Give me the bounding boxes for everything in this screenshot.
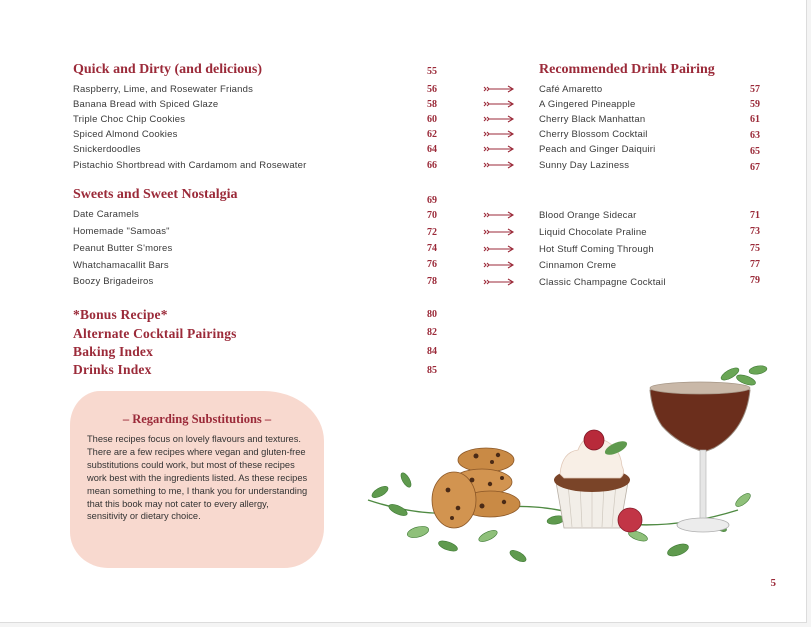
drink-item[interactable]: Cinnamon Creme bbox=[539, 260, 617, 271]
recipe-item[interactable]: Boozy Brigadeiros bbox=[73, 276, 154, 287]
drink-item[interactable]: Blood Orange Sidecar bbox=[539, 210, 637, 221]
bonus-recipe-link[interactable]: *Bonus Recipe* bbox=[73, 307, 168, 322]
recipe-item[interactable]: Whatchamacallit Bars bbox=[73, 260, 169, 271]
extra-page-number: 80 bbox=[427, 309, 437, 320]
arrow-right-icon bbox=[483, 100, 515, 108]
drink-item[interactable]: Cherry Black Manhattan bbox=[539, 114, 646, 125]
baking-index-link[interactable]: Baking Index bbox=[73, 344, 154, 359]
drink-page-number: 63 bbox=[750, 130, 760, 141]
arrow-right-icon bbox=[483, 145, 515, 153]
section-page-number: 55 bbox=[427, 66, 437, 77]
recipe-page-number: 76 bbox=[427, 259, 437, 270]
drink-item[interactable]: Cherry Blossom Cocktail bbox=[539, 129, 648, 140]
recipe-page-number: 58 bbox=[427, 99, 437, 110]
drink-item[interactable]: Café Amaretto bbox=[539, 84, 603, 95]
arrow-right-icon bbox=[483, 245, 515, 253]
recipe-item[interactable]: Date Caramels bbox=[73, 209, 139, 220]
substitutions-box bbox=[70, 391, 324, 568]
drink-page-number: 59 bbox=[750, 99, 760, 110]
dessert-and-cocktail-illustration bbox=[358, 360, 778, 575]
drink-page-number: 57 bbox=[750, 84, 760, 95]
drink-page-number: 75 bbox=[750, 243, 760, 254]
arrow-right-icon bbox=[483, 228, 515, 236]
recipe-page-number: 74 bbox=[427, 243, 437, 254]
drink-page-number: 67 bbox=[750, 162, 760, 173]
recipe-item[interactable]: Raspberry, Lime, and Rosewater Friands bbox=[73, 84, 254, 95]
recipe-page-number: 72 bbox=[427, 227, 437, 238]
extra-page-number: 82 bbox=[427, 327, 437, 338]
drink-item[interactable]: A Gingered Pineapple bbox=[539, 99, 636, 110]
substitutions-title: – Regarding Substitutions – bbox=[122, 412, 272, 426]
recipe-item[interactable]: Triple Choc Chip Cookies bbox=[73, 114, 186, 125]
recipe-page-number: 70 bbox=[427, 210, 437, 221]
drink-page-number: 77 bbox=[750, 259, 760, 270]
drink-item[interactable]: Peach and Ginger Daiquiri bbox=[539, 144, 656, 155]
recipe-item[interactable]: Spiced Almond Cookies bbox=[73, 129, 178, 140]
recipe-item[interactable]: Peanut Butter S'mores bbox=[73, 243, 173, 254]
section-title-sweets: Sweets and Sweet Nostalgia bbox=[73, 187, 238, 202]
recipe-page-number: 66 bbox=[427, 160, 437, 171]
extra-page-number: 85 bbox=[427, 365, 437, 376]
recipe-page-number: 78 bbox=[427, 276, 437, 287]
recipe-item[interactable]: Banana Bread with Spiced Glaze bbox=[73, 99, 219, 110]
extra-page-number: 84 bbox=[427, 346, 437, 357]
drink-page-number: 73 bbox=[750, 226, 760, 237]
drinks-index-link[interactable]: Drinks Index bbox=[73, 362, 152, 377]
drink-item[interactable]: Classic Champagne Cocktail bbox=[539, 277, 666, 288]
recipe-page-number: 56 bbox=[427, 84, 437, 95]
drink-page-number: 71 bbox=[750, 210, 760, 221]
recipe-page-number: 64 bbox=[427, 144, 437, 155]
recipe-item[interactable]: Homemade "Samoas" bbox=[73, 226, 170, 237]
cupcake bbox=[554, 430, 630, 528]
drink-item[interactable]: Hot Stuff Coming Through bbox=[539, 244, 654, 255]
recipe-page-number: 62 bbox=[427, 129, 437, 140]
section-title-drink-pairing: Recommended Drink Pairing bbox=[539, 62, 715, 77]
raspberry bbox=[618, 508, 642, 532]
section-title-quick-and-dirty: Quick and Dirty (and delicious) bbox=[73, 62, 263, 77]
page-number: 5 bbox=[770, 577, 776, 589]
drink-page-number: 61 bbox=[750, 114, 760, 125]
drink-item[interactable]: Liquid Chocolate Praline bbox=[539, 227, 647, 238]
section-page-number: 69 bbox=[427, 195, 437, 206]
arrow-right-icon bbox=[483, 261, 515, 269]
drink-page-number: 79 bbox=[750, 275, 760, 286]
substitutions-text: These recipes focus on lovely flavours and textures. There are a few recipes where vegan and gluten-free substitutions could work, but most of these recipes work best with the ingredients listed. As these recipes mean something to me, I thank you for understanding that this book may not cater to every allergy, sensitivity or dietary choice. bbox=[87, 434, 308, 522]
arrow-right-icon bbox=[483, 161, 515, 169]
cocktail-glass bbox=[650, 364, 768, 532]
recipe-item[interactable]: Pistachio Shortbread with Cardamom and Rosewater bbox=[73, 160, 307, 171]
recipe-page-number: 60 bbox=[427, 114, 437, 125]
drink-page-number: 65 bbox=[750, 146, 760, 157]
arrow-right-icon bbox=[483, 130, 515, 138]
arrow-right-icon bbox=[483, 278, 515, 286]
arrow-right-icon bbox=[483, 211, 515, 219]
alternate-cocktail-pairings-link[interactable]: Alternate Cocktail Pairings bbox=[73, 326, 237, 341]
drink-item[interactable]: Sunny Day Laziness bbox=[539, 160, 630, 171]
cookie-stack bbox=[432, 448, 520, 528]
arrow-right-icon bbox=[483, 85, 515, 93]
arrow-right-icon bbox=[483, 115, 515, 123]
recipe-item[interactable]: Snickerdoodles bbox=[73, 144, 141, 155]
